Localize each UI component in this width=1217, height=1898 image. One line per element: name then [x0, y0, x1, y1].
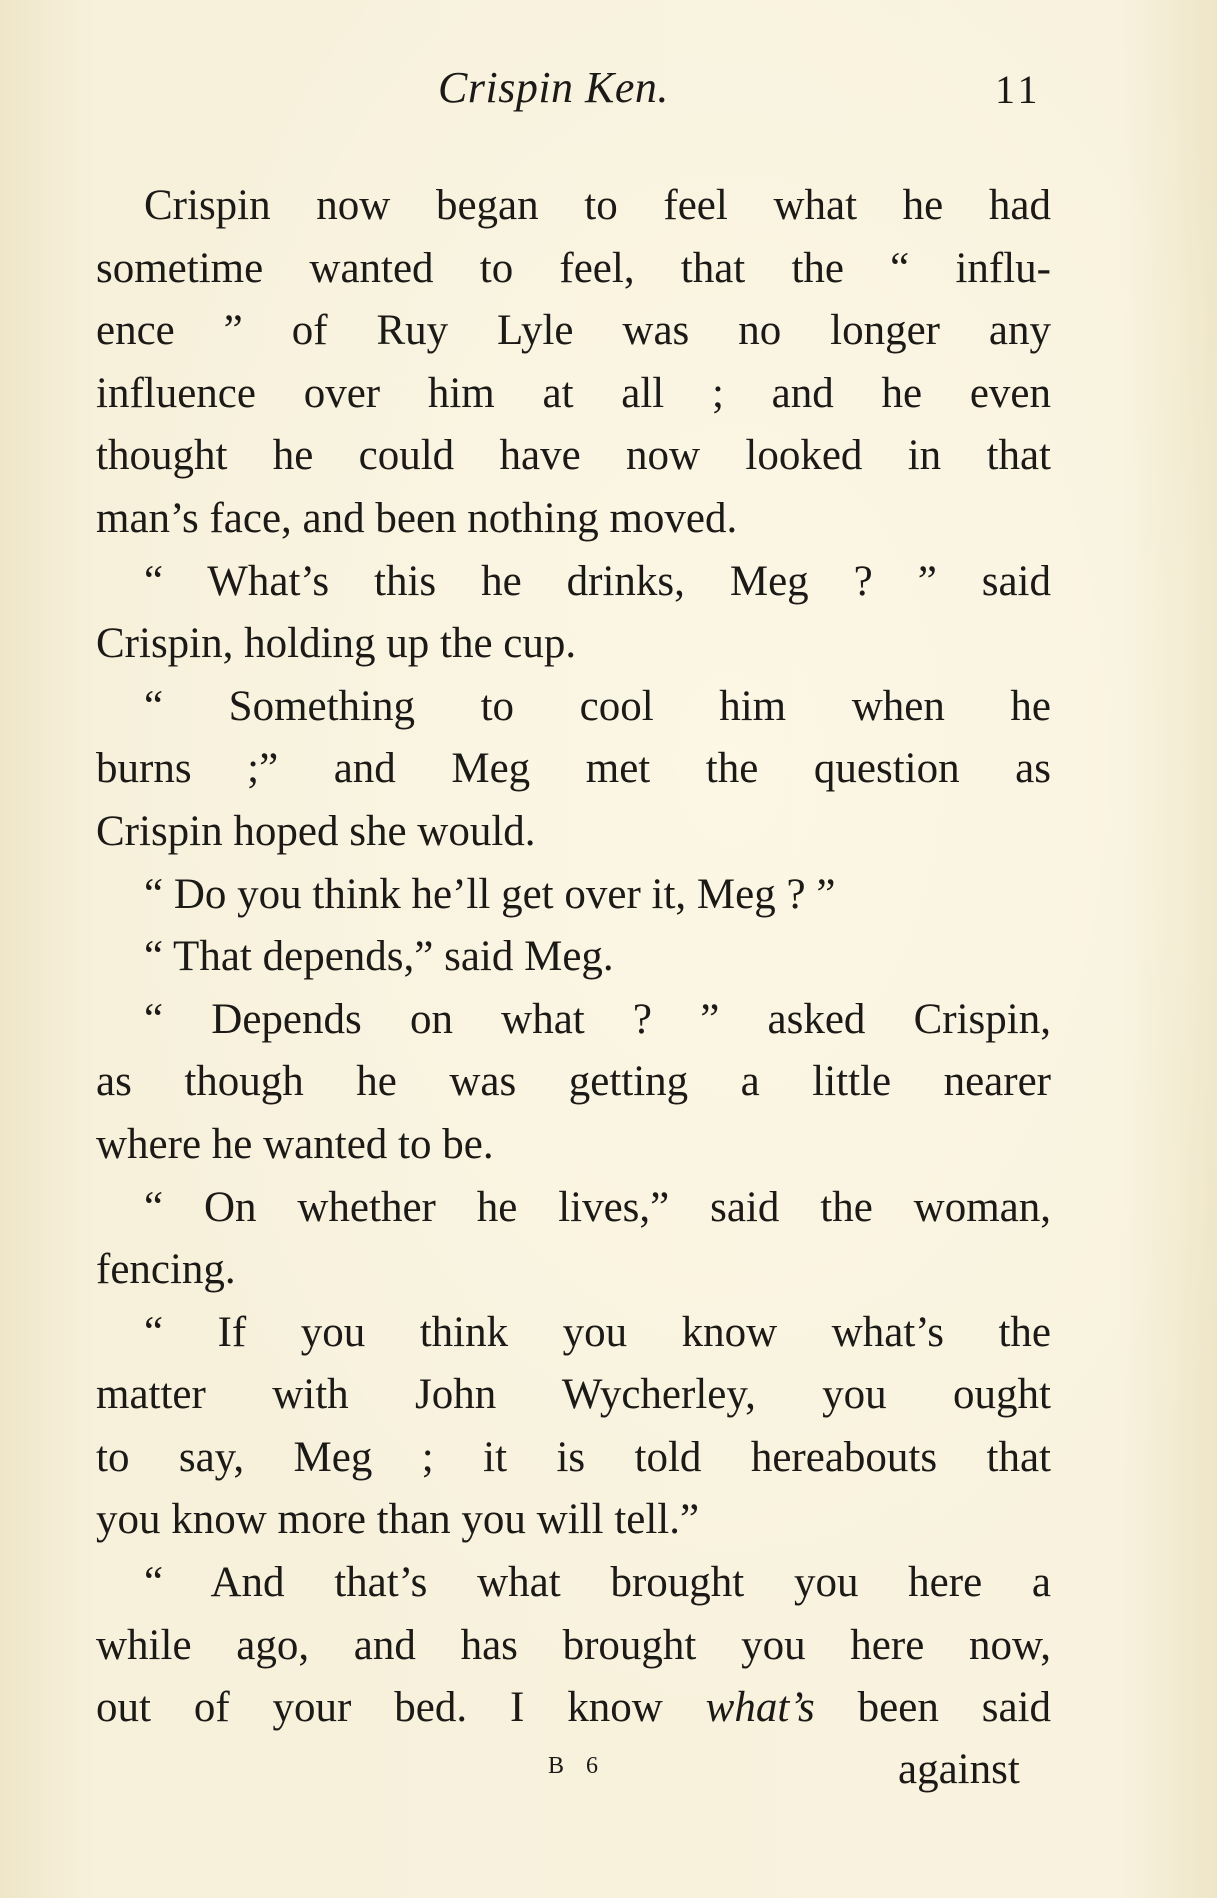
text-line: “ Do you think he’ll get over it, Meg ? ” — [144, 870, 836, 918]
page-number: 11 — [995, 67, 1042, 112]
text-line: sometime wanted to feel, that the “ influ- — [96, 244, 1051, 292]
text-line: where he wanted to be. — [96, 1120, 494, 1168]
text-line: “ Something to cool him when he — [144, 682, 1051, 730]
text-line: “ That depends,” said Meg. — [144, 933, 614, 981]
text-line: “ And that’s what brought you here a — [144, 1559, 1051, 1607]
text-line: matter with John Wycherley, you ought — [96, 1371, 1051, 1419]
text-line: “ On whether he lives,” said the woman, — [144, 1183, 1051, 1231]
text-line: fencing. — [96, 1246, 236, 1294]
emphasized-word: what’s — [705, 1684, 815, 1732]
text-line: “ Depends on what ? ” asked Crispin, — [144, 995, 1051, 1043]
text-line: influence over him at all ; and he even — [96, 369, 1051, 417]
text-line: Crispin now began to feel what he had — [144, 182, 1051, 229]
page-header — [0, 62, 1217, 122]
text-line: you know more than you will tell.” — [96, 1496, 700, 1544]
text-line: burns ;” and Meg met the question as — [96, 745, 1051, 793]
text-line: Crispin hoped she would. — [96, 807, 536, 855]
line-segment: out of your bed. I know — [96, 1684, 706, 1732]
line-segment: been said — [814, 1684, 1051, 1732]
text-line-with-emphasis — [96, 1677, 1051, 1740]
text-line: as though he was getting a little nearer — [96, 1058, 1051, 1106]
body-text — [96, 175, 1051, 1740]
text-line: while ago, and has brought you here now, — [96, 1621, 1051, 1669]
text-line: thought he could have now looked in that — [96, 432, 1051, 480]
text-line: Crispin, holding up the cup. — [96, 620, 577, 668]
signature-mark: B 6 — [548, 1753, 607, 1779]
text-line: man’s face, and been nothing moved. — [96, 494, 738, 542]
running-title: Crispin Ken. — [438, 63, 669, 112]
catchword: against — [898, 1746, 1020, 1793]
text-line: to say, Meg ; it is told hereabouts that — [96, 1433, 1051, 1481]
text-line: ence ” of Ruy Lyle was no longer any — [96, 307, 1051, 355]
text-line: “ What’s this he drinks, Meg ? ” said — [144, 557, 1051, 605]
page-footer — [0, 1745, 1217, 1815]
text-line: “ If you think you know what’s the — [144, 1308, 1051, 1356]
